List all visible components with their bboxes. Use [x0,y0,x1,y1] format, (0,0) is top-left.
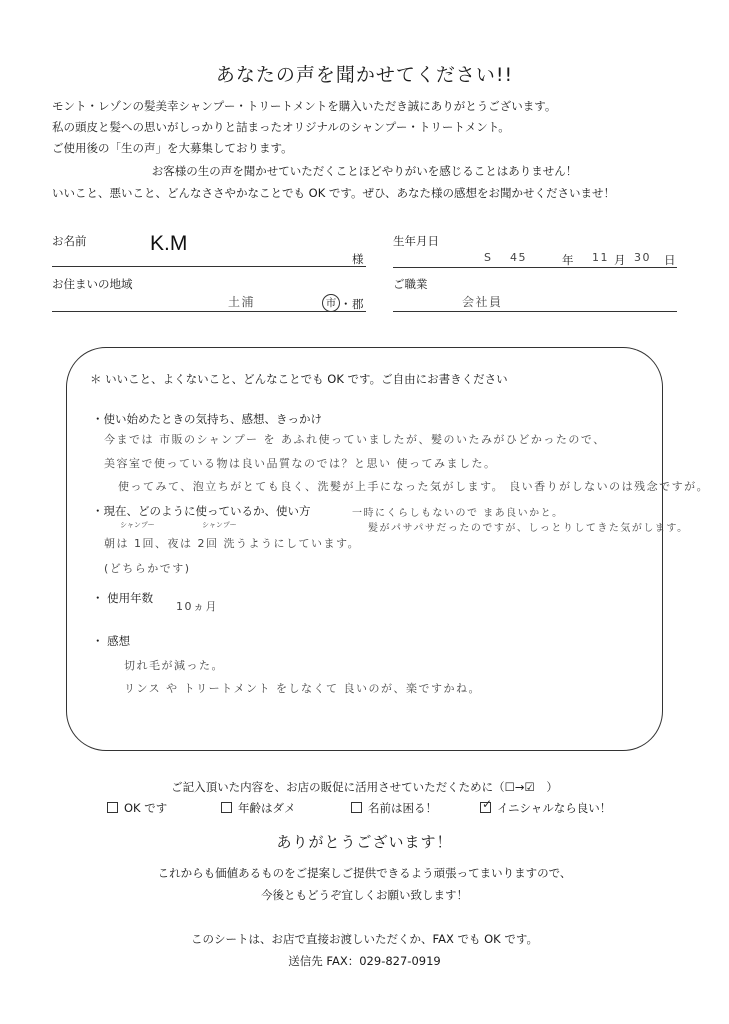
intro-line-2: 私の頭皮と髪への思いがしっかりと詰まったオリジナルのシャンプー・トリートメント。 [52,120,510,134]
annot-night-shampoo: シャンプー [202,521,237,529]
intro-line-4: お客様の生の声を聞かせていただくことほどやりがいを感じることはありません！ [151,164,578,178]
answer-usage-side: 髪がパサパサだったのですが、しっとりしてきた気がします。 [368,523,689,534]
option-ok[interactable] [107,800,167,816]
question-years-label: ・ 使用年数 [92,591,154,605]
intro-line-3: ご使用後の「生の声」を大募集しております。 [52,141,293,155]
page-title: あなたの声を聞かせてください!! [215,64,514,86]
month-unit: 月 [614,253,626,267]
birthdate-underline [393,267,677,268]
option-initials[interactable] [480,797,612,816]
answer-impression-line-1: 切れ毛が減った。 [124,659,224,672]
fax-number: 送信先 FAX：029-827-0919 [288,954,441,968]
thanks-heading: ありがとうございます！ [276,833,453,851]
answer-usage-line-1: 朝は 1回、夜は 2回 洗うようにしています。 [104,537,361,550]
answer-start-line-3: 使ってみて、泡立ちがとても良く、洗髪が上手になった気がします。 良い香りがしないのは残念ですが。 [118,480,710,493]
answer-impression-line-2: リンス や トリートメント をしなくて 良いのが、楽ですかね。 [124,682,482,695]
answer-years: 10ヵ月 [176,600,218,613]
checkbox-initials[interactable] [480,797,493,813]
job-label: ご職業 [393,277,428,291]
answer-usage-line-2: (どちらかです) [104,562,191,575]
intro-line-5: いいこと、悪いこと、どんなささやかなことでも OK です。ぜひ、あなた様の感想をお聞かせくださいませ！ [52,186,616,200]
region-value: 土浦 [228,295,256,309]
option-no-name[interactable] [351,800,437,816]
birth-year: 45 [510,251,527,264]
birthdate-label: 生年月日 [393,234,439,248]
year-unit: 年 [562,253,574,267]
answer-usage-note: 一時にくらしもないので まあ良いかと。 [352,508,564,519]
region-gun: 郡 [352,297,364,311]
question-start-label: ・使い始めたときの気持ち、感想、きっかけ [92,412,322,426]
job-underline [393,311,677,312]
birth-day: 30 [634,251,651,264]
job-value: 会社員 [462,295,503,309]
option-no-name-label: 名前は困る！ [368,801,437,815]
annot-morning-shampoo: シャンプー [120,521,155,529]
option-no-age-label: 年齢はダメ [238,801,296,815]
day-unit: 日 [664,253,676,267]
answer-start-line-2: 美容室で使っている物は良い品質なのでは？と思い 使ってみました。 [104,457,497,470]
checkbox-no-age[interactable] [221,802,232,813]
name-suffix: 様 [352,252,364,266]
closing-line-3: このシートは、お店で直接お渡しいただくか、FAX でも OK です。 [191,932,538,946]
birth-month: 11 [592,251,609,264]
name-underline [52,266,366,267]
checkbox-ok[interactable] [107,802,118,813]
option-initials-label: イニシャルなら良い！ [497,801,612,815]
question-usage-label: ・現在、どのように使っているか、使い方 [92,504,311,518]
region-dot: ・ [340,297,352,311]
region-underline [52,311,366,312]
option-no-age[interactable] [221,800,296,816]
closing-line-2: 今後ともどうぞ宜しくお願い致します！ [261,888,468,902]
consent-text: ご記入頂いた内容を、お店の販促に活用させていただくために（☐→☑ ） [171,780,558,794]
feedback-heading: ＊ いいこと、よくないこと、どんなことでも OK です。ご自由にお書きください [90,372,508,386]
birth-era: S [484,251,493,264]
name-value: K.M [150,232,188,255]
name-label: お名前 [52,234,87,248]
check-mark-icon: ✓ [482,797,493,811]
region-label: お住まいの地域 [52,277,133,291]
region-city-circled: 市 [322,294,340,312]
question-impression-label: ・ 感想 [92,634,131,648]
intro-line-1: モント・レゾンの髪美幸シャンプー・トリートメントを購入いただき誠にありがとうございます。 [52,99,557,113]
checkbox-no-name[interactable] [351,802,362,813]
answer-start-line-1: 今までは 市販のシャンプー を あふれ使っていましたが、髪のいたみがひどかったので、 [104,433,606,446]
option-ok-label: OK です [124,801,168,815]
closing-line-1: これからも価値あるものをご提案しご提供できるよう頑張ってまいりますので、 [157,866,572,880]
